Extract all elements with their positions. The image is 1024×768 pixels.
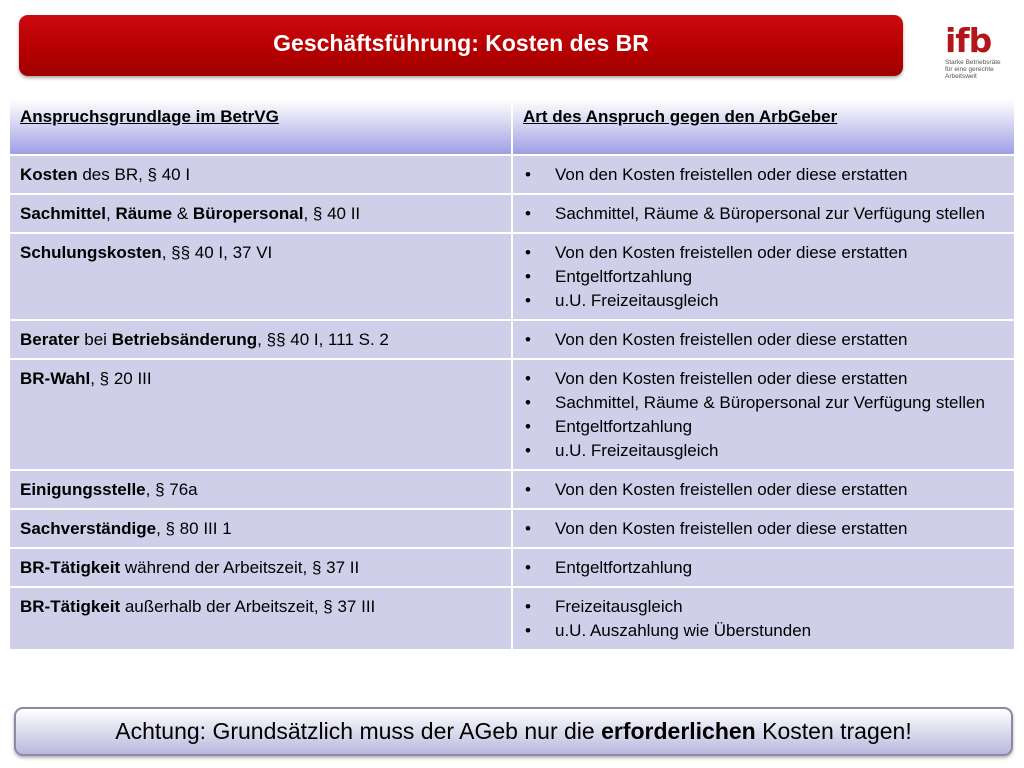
legal-basis-cell xyxy=(9,233,512,320)
legal-basis-term: Räume xyxy=(115,204,173,223)
table-header-row xyxy=(9,98,1015,155)
legal-basis-cell xyxy=(9,155,512,194)
claim-cell xyxy=(512,470,1015,509)
claim-item: • Von den Kosten freistellen oder diese erstatten xyxy=(523,367,1004,391)
claim-list xyxy=(523,595,1004,643)
claim-item: • Entgeltfortzahlung xyxy=(523,556,1004,580)
table-row xyxy=(9,509,1015,548)
legal-basis-term: Einigungsstelle xyxy=(20,480,146,499)
table-row xyxy=(9,470,1015,509)
logo-tagline-3: Arbeitswelt xyxy=(945,73,977,80)
claim-item: • Entgeltfortzahlung xyxy=(523,265,1004,289)
table-row xyxy=(9,587,1015,650)
claim-item: • u.U. Freizeitausgleich xyxy=(523,439,1004,463)
claim-item: • u.U. Freizeitausgleich xyxy=(523,289,1004,313)
legal-basis-text: bei xyxy=(79,330,112,349)
claim-cell xyxy=(512,194,1015,233)
logo-tagline-1: Starke Betriebsräte xyxy=(945,59,1001,66)
legal-basis-text: des BR, § 40 I xyxy=(77,165,191,184)
header-claim-type: Art des Anspruch gegen den ArbGeber xyxy=(512,98,1015,155)
legal-basis-cell xyxy=(9,470,512,509)
legal-basis-term: Sachmittel xyxy=(20,204,106,223)
table-row xyxy=(9,320,1015,359)
claim-cell xyxy=(512,155,1015,194)
ifb-logo xyxy=(945,21,1007,89)
claims-table xyxy=(8,97,1016,651)
claim-cell xyxy=(512,233,1015,320)
notice-text xyxy=(115,718,911,745)
table-body xyxy=(9,155,1015,650)
table-row xyxy=(9,233,1015,320)
claim-cell xyxy=(512,587,1015,650)
legal-basis-text: , § 80 III 1 xyxy=(156,519,232,538)
claim-list xyxy=(523,328,1004,352)
claim-list xyxy=(523,556,1004,580)
slide-title: Geschäftsführung: Kosten des BR xyxy=(273,30,649,56)
legal-basis-text: außerhalb der Arbeitszeit, § 37 III xyxy=(120,597,376,616)
table-row xyxy=(9,548,1015,587)
legal-basis-text: während der Arbeitszeit, § 37 II xyxy=(120,558,360,577)
claim-cell xyxy=(512,320,1015,359)
legal-basis-term: Büropersonal xyxy=(192,204,304,223)
legal-basis-text: & xyxy=(172,204,193,223)
claim-item: • Von den Kosten freistellen oder diese erstatten xyxy=(523,241,1004,265)
notice-emphasis: erforderlichen xyxy=(601,718,756,744)
claim-cell xyxy=(512,359,1015,470)
claim-list xyxy=(523,517,1004,541)
legal-basis-term: Kosten xyxy=(20,165,78,184)
legal-basis-cell xyxy=(9,548,512,587)
claim-cell xyxy=(512,548,1015,587)
claim-list xyxy=(523,478,1004,502)
claim-item: • Sachmittel, Räume & Büropersonal zur Verfügung stellen xyxy=(523,391,1004,415)
claim-list xyxy=(523,163,1004,187)
legal-basis-term: Schulungskosten xyxy=(20,243,162,262)
claim-item: • Freizeitausgleich xyxy=(523,595,1004,619)
legal-basis-cell xyxy=(9,509,512,548)
claim-item: • Sachmittel, Räume & Büropersonal zur Verfügung stellen xyxy=(523,202,1004,226)
legal-basis-text: , §§ 40 I, 111 S. 2 xyxy=(257,330,389,349)
table-row xyxy=(9,194,1015,233)
claim-item: • Von den Kosten freistellen oder diese erstatten xyxy=(523,328,1004,352)
legal-basis-text: , § 40 II xyxy=(303,204,361,223)
legal-basis-cell xyxy=(9,320,512,359)
header-basis: Anspruchsgrundlage im BetrVG xyxy=(9,98,512,155)
legal-basis-term: BR-Wahl xyxy=(20,369,91,388)
logo-mark: ifb xyxy=(945,21,992,60)
claim-item: • Entgeltfortzahlung xyxy=(523,415,1004,439)
claim-cell xyxy=(512,509,1015,548)
claim-list xyxy=(523,202,1004,226)
notice-box xyxy=(14,707,1013,756)
legal-basis-text: , §§ 40 I, 37 VI xyxy=(161,243,273,262)
table-row xyxy=(9,359,1015,470)
legal-basis-term: BR-Tätigkeit xyxy=(20,597,121,616)
claim-list xyxy=(523,367,1004,463)
claim-item: • Von den Kosten freistellen oder diese erstatten xyxy=(523,478,1004,502)
claim-list xyxy=(523,241,1004,313)
notice-text-end: Kosten tragen! xyxy=(755,718,912,744)
notice-text-start: Achtung: Grundsätzlich muss der AGeb nur die xyxy=(115,718,602,744)
legal-basis-cell xyxy=(9,359,512,470)
legal-basis-text: , § 76a xyxy=(145,480,198,499)
claim-item: • u.U. Auszahlung wie Überstunden xyxy=(523,619,1004,643)
legal-basis-term: Berater xyxy=(20,330,80,349)
claim-item: • Von den Kosten freistellen oder diese erstatten xyxy=(523,517,1004,541)
claim-item: • Von den Kosten freistellen oder diese erstatten xyxy=(523,163,1004,187)
legal-basis-term: Betriebsänderung xyxy=(111,330,258,349)
legal-basis-cell xyxy=(9,587,512,650)
legal-basis-term: Sachverständige xyxy=(20,519,157,538)
legal-basis-term: BR-Tätigkeit xyxy=(20,558,121,577)
slide-title-bar xyxy=(19,15,903,76)
legal-basis-text: , § 20 III xyxy=(90,369,152,388)
legal-basis-cell xyxy=(9,194,512,233)
table-row xyxy=(9,155,1015,194)
legal-basis-text: , xyxy=(105,204,116,223)
logo-tagline-2: für eine gerechte xyxy=(945,66,994,73)
